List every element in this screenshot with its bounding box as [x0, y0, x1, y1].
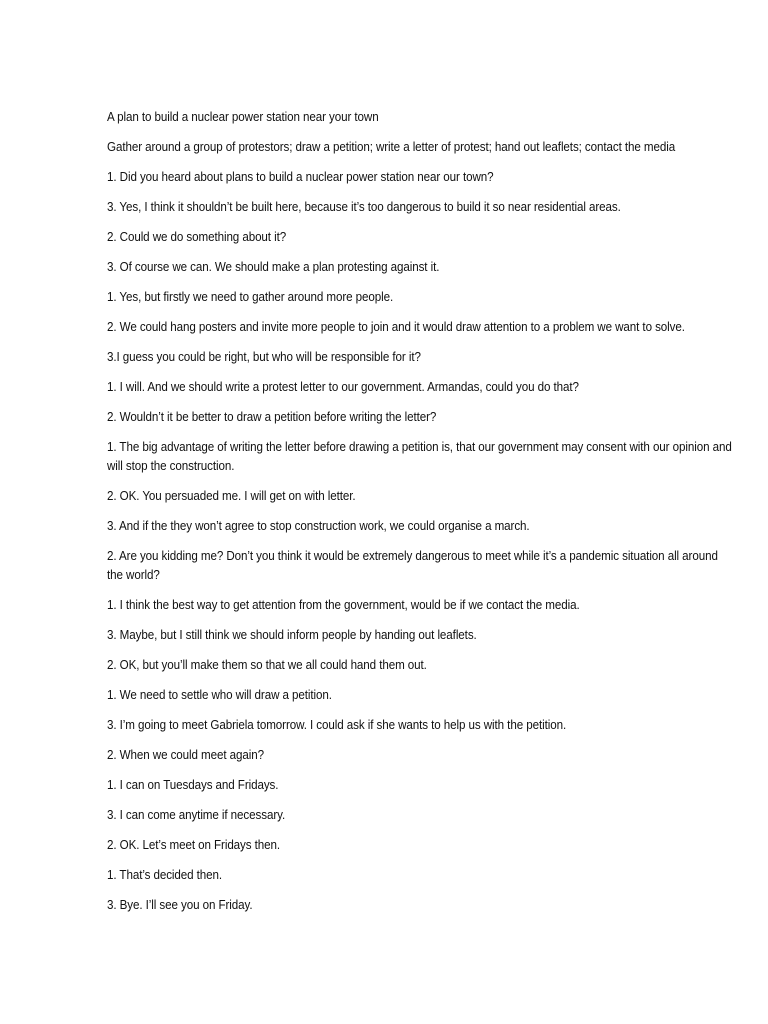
dialogue-line: 1. Yes, but firstly we need to gather around more people.	[107, 290, 394, 304]
dialogue-line: 3. Bye. I’ll see you on Friday.	[107, 898, 253, 912]
dialogue-line: 2. OK. Let’s meet on Fridays then.	[107, 838, 281, 852]
dialogue-line: 1. Did you heard about plans to build a nuclear power station near our town?	[107, 170, 494, 184]
dialogue-line: 2. Could we do something about it?	[107, 230, 287, 244]
dialogue-line: 3. Of course we can. We should make a plan protesting against it.	[107, 260, 440, 274]
task-instructions: Gather around a group of protestors; draw a petition; write a letter of protest; hand out leaflets; contact the media	[107, 140, 676, 154]
dialogue-line: 3. And if the they won’t agree to stop construction work, we could organise a march.	[107, 519, 530, 533]
document-title: A plan to build a nuclear power station near your town	[107, 110, 379, 124]
dialogue-line: 1. We need to settle who will draw a petition.	[107, 688, 332, 702]
dialogue-line: 1. I can on Tuesdays and Fridays.	[107, 778, 279, 792]
dialogue-line: 3. Maybe, but I still think we should inform people by handing out leaflets.	[107, 628, 477, 642]
dialogue-line: 1. I will. And we should write a protest letter to our government. Armandas, could you do that?	[107, 380, 579, 394]
dialogue-line: 3. I can come anytime if necessary.	[107, 808, 286, 822]
dialogue-line: 3. I’m going to meet Gabriela tomorrow. I could ask if she wants to help us with the petition.	[107, 718, 567, 732]
dialogue-line: 3. Yes, I think it shouldn’t be built here, because it’s too dangerous to build it so near residential areas.	[107, 200, 621, 214]
dialogue-line: 2. Wouldn’t it be better to draw a petition before writing the letter?	[107, 410, 437, 424]
document-page	[107, 108, 732, 926]
dialogue-line: 2. We could hang posters and invite more people to join and it would draw attention to a problem we want to solve.	[107, 320, 685, 334]
dialogue-line: 1. I think the best way to get attention from the government, would be if we contact the media.	[107, 598, 580, 612]
dialogue-line: 2. OK, but you’ll make them so that we all could hand them out.	[107, 658, 427, 672]
dialogue-line: 1. That’s decided then.	[107, 868, 223, 882]
dialogue-line: 2. OK. You persuaded me. I will get on with letter.	[107, 489, 356, 503]
dialogue-line: 2. Are you kidding me? Don’t you think it would be extremely dangerous to meet while it’s a pandemic situation all around the world?	[107, 549, 718, 582]
dialogue-line: 3.I guess you could be right, but who will be responsible for it?	[107, 350, 421, 364]
dialogue-line: 1. The big advantage of writing the letter before drawing a petition is, that our government may consent with our opinion and will stop the construction.	[107, 440, 732, 473]
dialogue-line: 2. When we could meet again?	[107, 748, 265, 762]
